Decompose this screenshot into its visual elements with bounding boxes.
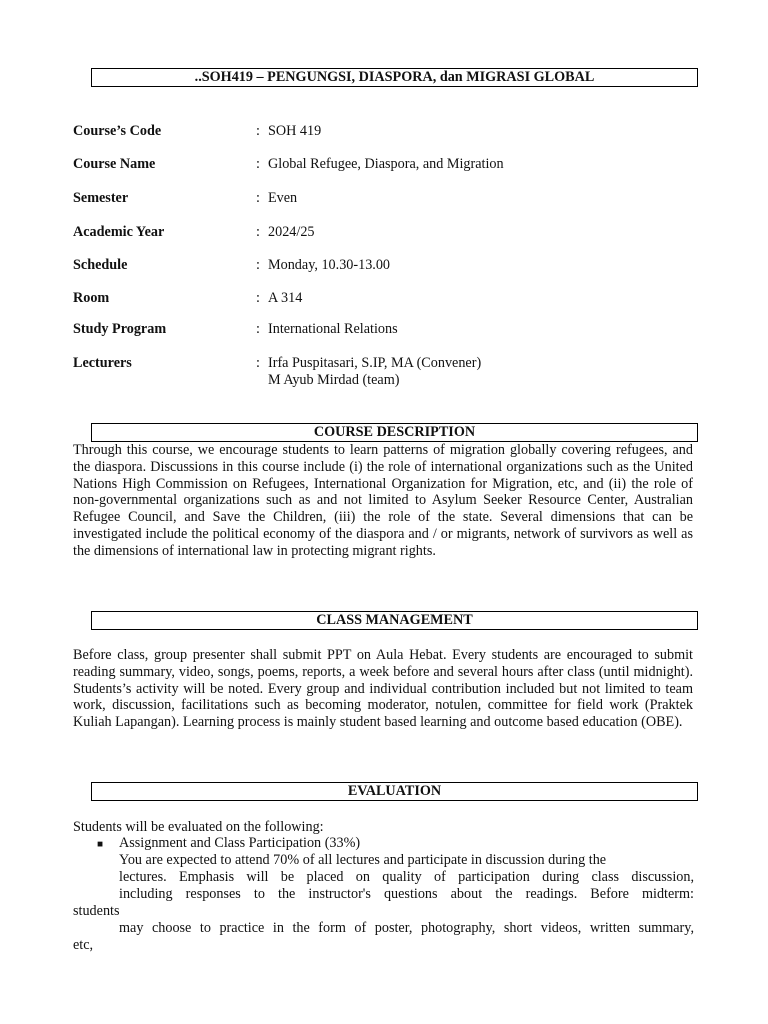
info-colon: : [256, 290, 260, 306]
course-title: ..SOH419 – PENGUNGSI, DIASPORA, dan MIGRASI GLOBAL [91, 68, 698, 87]
info-label: Academic Year [73, 224, 165, 240]
evaluation-line [73, 886, 694, 903]
info-value-secondary: M Ayub Mirdad (team) [268, 372, 400, 388]
info-colon: : [256, 123, 260, 139]
info-label: Room [73, 290, 110, 306]
info-value: A 314 [268, 290, 303, 306]
management-text: Before class, group presenter shall submit PPT on Aula Hebat. Every students are encouraged to submit reading summary, video, songs, poems, reports, a week before and several hours after class (until midnight). Students’s activity will be noted. Every group and individual contribution included but not limited to team work, discussion, facilitations such as becoming moderator, notulen, committee for field work (Praktek Kuliah Lapangan). Learning process is mainly student based learning and outcome based education (OBE). [73, 647, 693, 731]
info-label: Course Name [73, 156, 156, 172]
info-colon: : [256, 321, 260, 337]
evaluation-line-text: You are expected to attend 70% of all lectures and participate in discussion during the [119, 852, 607, 868]
info-label: Semester [73, 190, 129, 206]
info-value: 2024/25 [268, 224, 315, 240]
info-value: Monday, 10.30-13.00 [268, 257, 391, 273]
info-colon: : [256, 257, 260, 273]
evaluation-line [73, 869, 694, 886]
section-heading-description: COURSE DESCRIPTION [91, 423, 698, 442]
info-value: International Relations [268, 321, 398, 337]
evaluation-line [73, 920, 694, 937]
section-heading-management: CLASS MANAGEMENT [91, 611, 698, 630]
evaluation-line-text: including responses to the instructor's questions about the readings. Before midterm: [119, 886, 694, 902]
evaluation-item-title: Assignment and Class Participation (33%) [119, 835, 361, 851]
info-label: Course’s Code [73, 123, 162, 139]
evaluation-line-text: may choose to practice in the form of poster, photography, short videos, written summary, [119, 920, 694, 936]
info-colon: : [256, 156, 260, 172]
info-label: Schedule [73, 257, 128, 273]
info-colon: : [256, 190, 260, 206]
info-value: Global Refugee, Diaspora, and Migration [268, 156, 504, 172]
info-value: Irfa Puspitasari, S.IP, MA (Convener) [268, 355, 482, 371]
info-value: SOH 419 [268, 123, 322, 139]
evaluation-line [73, 852, 694, 869]
info-label: Lecturers [73, 355, 132, 371]
evaluation-line-wrap: students [73, 903, 120, 919]
info-label: Study Program [73, 321, 167, 337]
evaluation-intro: Students will be evaluated on the following: [73, 819, 324, 835]
section-heading-evaluation: EVALUATION [91, 782, 698, 801]
description-text: Through this course, we encourage students to learn patterns of migration globally covering refugees, and the diaspora. Discussions in this course include (i) the role of international organizations such as the United Nations High Commission on Refugees, International Organization for Migration, etc, and (ii) the role of non-governmental organizations such as and not limited to Asylum Seeker Resource Center, Australian Refugee Council, and Save the Children, (iii) the role of the state. Several dimensions that can be investigated include the political economy of the diaspora and / or migrants, network of survivors as well as the dimensions of international law in protecting migrant rights. [73, 442, 693, 559]
evaluation-line-wrap: etc, [73, 937, 94, 953]
info-colon: : [256, 355, 260, 371]
info-value: Even [268, 190, 298, 206]
info-colon: : [256, 224, 260, 240]
evaluation-line-text: lectures. Emphasis will be placed on quality of participation during class discussion, [119, 869, 694, 885]
bullet-square-icon: ■ [97, 839, 104, 850]
